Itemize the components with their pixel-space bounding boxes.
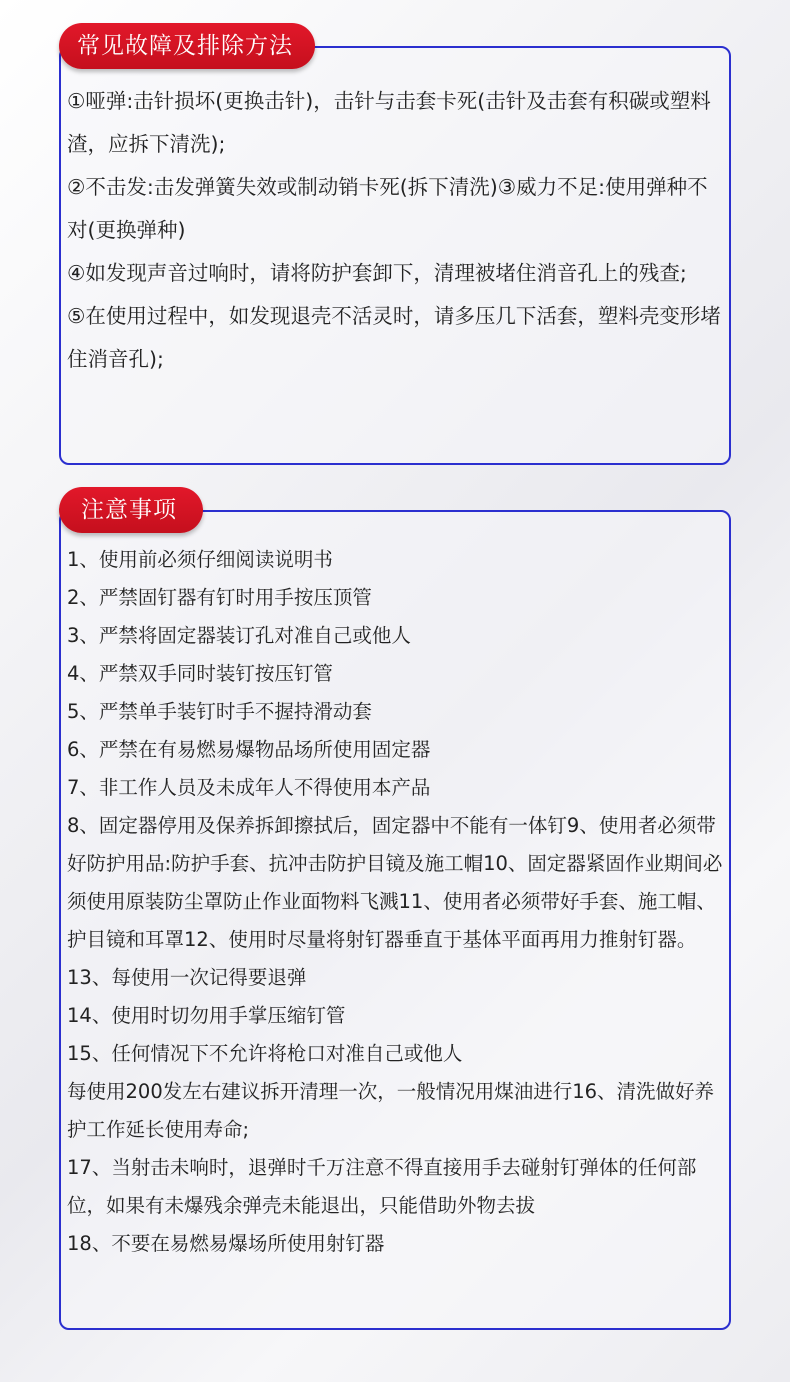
fault-item: ②不击发:击发弹簧失效或制动销卡死(拆下清洗)③威力不足:使用弹种不对(更换弹种) bbox=[67, 175, 708, 242]
fault-item: ①哑弹:击针损坏(更换击针)，击针与击套卡死(击针及击套有积碳或塑料渣，应拆下清洗); bbox=[67, 89, 711, 156]
note-item: 18、不要在易燃易爆场所使用射钉器 bbox=[67, 1232, 385, 1255]
note-item: 3、严禁将固定器装订孔对准自己或他人 bbox=[67, 624, 411, 647]
note-item: 4、严禁双手同时装钉按压钉管 bbox=[67, 662, 333, 685]
notes-list bbox=[67, 541, 727, 1263]
note-item: 15、任何情况下不允许将枪口对准自己或他人 bbox=[67, 1042, 463, 1065]
faults-list bbox=[67, 80, 727, 381]
note-item: 5、严禁单手装钉时手不握持滑动套 bbox=[67, 700, 372, 723]
note-item: 2、严禁固钉器有钉时用手按压顶管 bbox=[67, 586, 372, 609]
note-item: 13、每使用一次记得要退弹 bbox=[67, 966, 307, 989]
note-item: 17、当射击未响时，退弹时千万注意不得直接用手去碰射钉弹体的任何部位，如果有未爆残余弹壳未能退出，只能借助外物去拔 bbox=[67, 1156, 697, 1217]
note-item: 7、非工作人员及未成年人不得使用本产品 bbox=[67, 776, 431, 799]
note-item: 8、固定器停用及保养拆卸擦拭后，固定器中不能有一体钉9、使用者必须带好防护用品:防护手套、抗冲击防护目镜及施工帽10、固定器紧固作业期间必须使用原装防尘罩防止作业面物料飞溅11、使用者必须带好手套、施工帽、护目镜和耳罩12、使用时尽量将射钉器垂直于基体平面再用力推射钉器。 bbox=[67, 814, 723, 951]
note-item: 14、使用时切勿用手掌压缩钉管 bbox=[67, 1004, 346, 1027]
notes-title-tag: 注意事项 bbox=[59, 487, 203, 533]
fault-item: ⑤在使用过程中，如发现退壳不活灵时，请多压几下活套，塑料壳变形堵住消音孔); bbox=[67, 304, 721, 371]
fault-item: ④如发现声音过响时，请将防护套卸下，清理被堵住消音孔上的残查; bbox=[67, 261, 687, 285]
note-item: 1、使用前必须仔细阅读说明书 bbox=[67, 548, 333, 571]
faults-title-tag: 常见故障及排除方法 bbox=[59, 23, 315, 69]
note-item: 6、严禁在有易燃易爆物品场所使用固定器 bbox=[67, 738, 431, 761]
note-item: 每使用200发左右建议拆开清理一次，一般情况用煤油进行16、清洗做好养护工作延长使用寿命; bbox=[67, 1080, 715, 1141]
